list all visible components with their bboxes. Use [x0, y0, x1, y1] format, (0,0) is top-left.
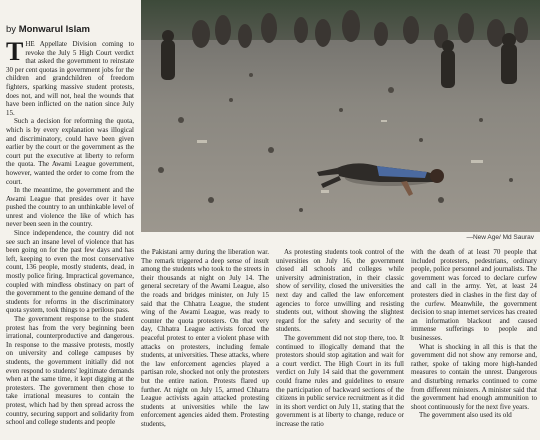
news-photo — [141, 0, 540, 232]
drop-cap: T — [6, 40, 24, 66]
paragraph: Since independence, the country did not see such an insane level of violence that has been going on for the past few days and has left, keeping to even the most conservative count, 136 people, mostly students, dead, in mostly police firing. Impractical governance, coupled with mindless obstinacy on part of the government to the genuine demand of the students for reforms in the discriminatory quota system, took things to a perilous pass. — [6, 229, 134, 315]
photo-illustration — [141, 0, 540, 232]
paragraph: What is shocking in all this is that the government did not show any remorse and, rather, spoke of taking more high-handed measures to contain the unrest. Dangerous and disturbing remarks continued to come from different ministers. A minister said that the government had enough ammunition to shoot continuously for the next five years. — [411, 342, 537, 411]
photo-caption: —New Age/ Md Saurav — [466, 234, 534, 241]
paragraph: The government did not stop there, too. It continued to illogically demand that the protestors should stop agitation and wait for a court verdict. The High Court in its full verdict on July 14 said that the government could frame rules and guidelines to ensure the participation of backward sections of the citizens in public service recruitment as it did in its short verdict on July 11, stating that the government is at liberty to change, reduce or increase the ratio — [276, 333, 404, 428]
byline — [6, 24, 90, 35]
paragraph: with the death of at least 70 people that included protesters, pedestrians, ordinary people, police personnel and journalists. The government was forced to declare curfew and call in the army. Yet, at least 24 protesters died in clashes in the first day of the curfew. Meanwhile, the government decision to snap internet services has created an information blackout and caused immense sufferings to people and businesses. — [411, 248, 537, 342]
article-column-1 — [6, 40, 134, 440]
paragraph: THE Appellate Division coming to revoke the July 5 High Court verdict that asked the government to reinstate 30 per cent quotas in government jobs for the children and grandchildren of freedom fighters, sparking massive student protests, does not, and will not, heal the wounds that have been inflicted on the nation since July 15. — [6, 40, 134, 117]
byline-prefix: by — [6, 24, 17, 35]
paragraph: Such a decision for reforming the quota, which is by every explanation was illogical and discriminatory, could have been given earlier by the court or the government as the court put the executive at liberty to reform the quota. The Awami League government, however, wanted the order to come from the court. — [6, 117, 134, 186]
paragraph: As protesting students took control of the universities on July 16, the government closed all schools and colleges while university administration, in their classic show of servility, closed the universities the next day and called the law enforcement agencies to force unwilling and resisting students out, without showing the slightest regard for the safety and security of the students. — [276, 248, 404, 334]
article-column-2 — [141, 248, 269, 440]
paragraph: The government response to the student protest has from the very beginning been irrational, counterproductive and dangerous. In response to the massive protests, mostly on university and college campuses by students, the government initially did not even respond to students' legitimate demands when at the same time, it kept digging at the protesters. The government then chose to take irrational measures to contain the protest, which had by then spread across the country, securing support and solidarity from school and college students and people — [6, 315, 134, 427]
paragraph: The government also used its old — [419, 411, 512, 420]
byline-author: Monwarul Islam — [18, 24, 90, 35]
article-column-4 — [411, 248, 537, 440]
article-column-3 — [276, 248, 404, 440]
paragraph: the Pakistani army during the liberation war. The remark triggered a deep sense of insult among the students who took to the streets in their thousands at night on July 14. The general secretary of the Awami League, also the roads and bridges minister, on July 15 said that the Chhatra League, the student wing of the Awami League, was ready to counter the quota protesters. On that very day, Chhatra League activists forced the peaceful protest to enter a violent phase with attacks on protesters, including female students, at universities. These attacks, where the law enforcement agencies played a partisan role, shocked not only the protesters but the entire nation. Protests flared up further. At night on July 15, armed Chhatra League activists again attacked protesting students at universities while the law enforcement agencies aided them. Protesting students, — [141, 248, 269, 428]
paragraph: In the meantime, the government and the Awami League that presides over it have pushed the country to an unthinkable level of unrest and violence the like of which has never been seen in the country. — [6, 186, 134, 229]
